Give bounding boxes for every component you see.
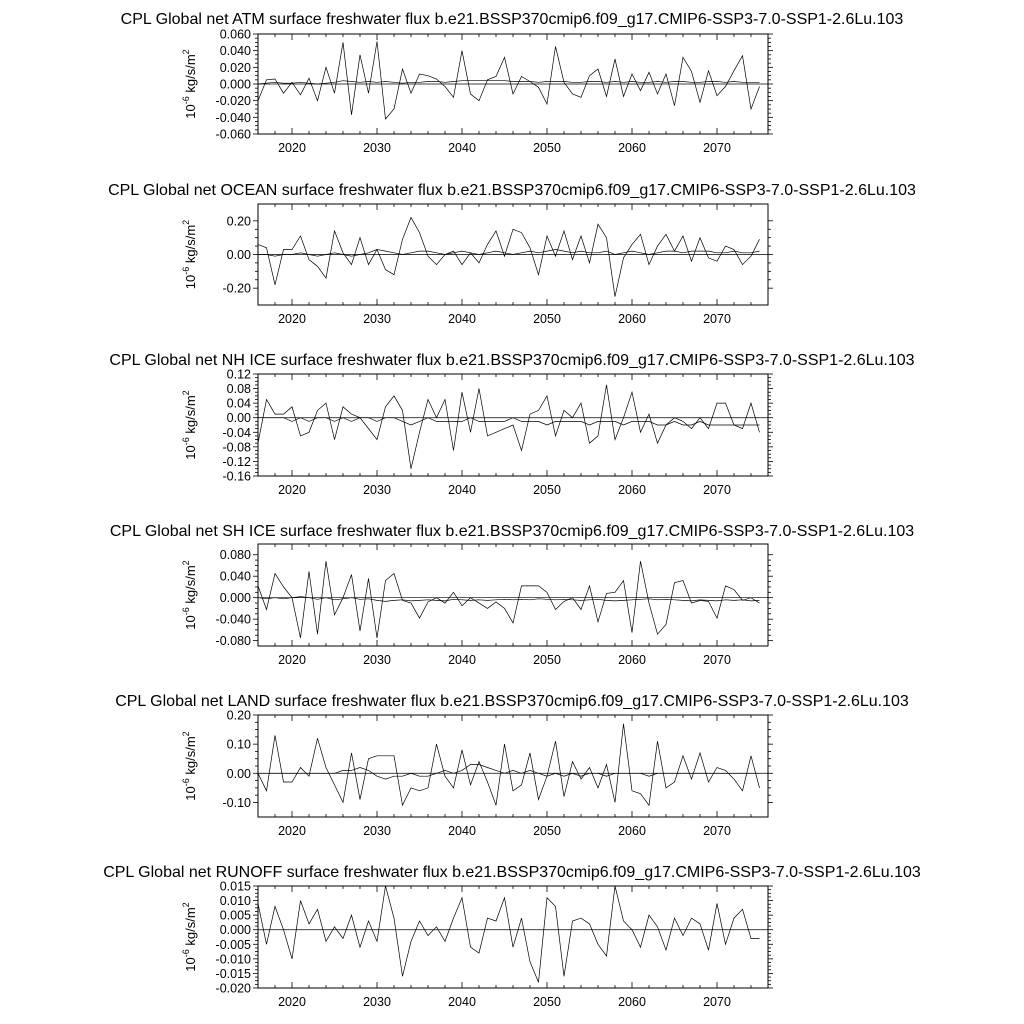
y-axis-label: [181, 731, 198, 800]
x-tick-label: 2040: [448, 824, 476, 838]
y-axis-label-exp: -6: [181, 607, 191, 616]
x-tick-label: 2070: [703, 141, 731, 155]
y-axis-label-exp: -6: [181, 949, 191, 958]
x-tick-label: 2050: [533, 483, 561, 497]
y-tick-label: -0.015: [215, 966, 251, 981]
y-axis-label: [181, 902, 198, 971]
plot-frame: [258, 715, 768, 817]
x-tick-label: 2020: [278, 995, 306, 1009]
x-tick-label: 2030: [363, 824, 391, 838]
x-tick-label: 2050: [533, 312, 561, 326]
x-tick-label: 2020: [278, 141, 306, 155]
y-tick-label: -0.040: [215, 612, 251, 627]
panel-runoff: [103, 864, 921, 1009]
y-axis-label-base: 10: [183, 445, 198, 460]
y-tick-label: 0.00: [226, 766, 251, 781]
y-axis-label: [181, 49, 198, 118]
y-axis-label-unit: kg/s/m: [183, 565, 198, 608]
series-line-smoothed: [258, 250, 760, 257]
y-tick-label: -0.020: [215, 94, 251, 109]
x-tick-label: 2020: [278, 653, 306, 667]
series-line-annual: [258, 886, 760, 982]
x-tick-label: 2040: [448, 653, 476, 667]
y-axis-label-base: 10: [183, 786, 198, 801]
y-tick-label: 0.20: [226, 708, 251, 723]
y-tick-label: -0.04: [222, 425, 251, 440]
panel-ocean: [108, 182, 916, 326]
y-axis-label-sup: 2: [181, 731, 191, 737]
y-tick-label: -0.005: [215, 937, 251, 952]
x-tick-label: 2030: [363, 141, 391, 155]
chart-title: CPL Global net OCEAN surface freshwater flux b.e21.BSSP370cmip6.f09_g17.CMIP6-SSP3-7.0-SSP1-2.6Lu.103: [108, 182, 916, 199]
chart-title: CPL Global net LAND surface freshwater flux b.e21.BSSP370cmip6.f09_g17.CMIP6-SSP3-7.0-SSP1-2.6Lu.103: [115, 693, 909, 710]
series-line-annual: [258, 385, 760, 469]
x-tick-label: 2060: [618, 483, 646, 497]
x-tick-label: 2040: [448, 141, 476, 155]
y-axis-label-sup: 2: [181, 902, 191, 908]
y-axis-label-sup: 2: [181, 219, 191, 225]
y-axis-label-unit: kg/s/m: [183, 54, 198, 97]
x-tick-label: 2060: [618, 653, 646, 667]
series-line-smoothed: [258, 418, 760, 425]
y-axis-label-exp: -6: [181, 437, 191, 446]
y-tick-label: -0.10: [222, 795, 251, 810]
x-tick-label: 2040: [448, 483, 476, 497]
y-tick-label: -0.080: [215, 634, 251, 649]
x-tick-label: 2030: [363, 995, 391, 1009]
series-line-annual: [258, 42, 760, 120]
y-tick-label: -0.040: [215, 110, 251, 125]
y-tick-label: 0.04: [226, 396, 251, 411]
panel-land: [115, 693, 909, 838]
series-line-smoothed: [258, 81, 760, 84]
series-line-annual: [258, 724, 760, 806]
x-tick-label: 2020: [278, 824, 306, 838]
y-axis-label-exp: -6: [181, 266, 191, 275]
y-axis-label-unit: kg/s/m: [183, 395, 198, 438]
x-tick-label: 2070: [703, 653, 731, 667]
y-axis-label-sup: 2: [181, 49, 191, 55]
y-axis-label-sup: 2: [181, 390, 191, 396]
x-tick-label: 2050: [533, 653, 561, 667]
y-tick-label: 0.00: [226, 411, 251, 426]
y-axis-label-exp: -6: [181, 778, 191, 787]
y-tick-label: 0.040: [219, 44, 251, 59]
x-tick-label: 2040: [448, 312, 476, 326]
x-tick-label: 2060: [618, 824, 646, 838]
chart-title: CPL Global net ATM surface freshwater flux b.e21.BSSP370cmip6.f09_g17.CMIP6-SSP3-7.0-SSP1-2.6Lu.103: [120, 11, 904, 28]
y-tick-label: 0.12: [226, 367, 251, 382]
y-tick-label: 0.015: [219, 879, 251, 894]
x-tick-label: 2020: [278, 312, 306, 326]
y-tick-label: 0.020: [219, 60, 251, 75]
x-tick-label: 2020: [278, 483, 306, 497]
chart-title: CPL Global net NH ICE surface freshwater flux b.e21.BSSP370cmip6.f09_g17.CMIP6-SSP3-7.0-SSP1-2.6Lu.103: [109, 352, 915, 369]
y-tick-label: 0.000: [219, 923, 251, 938]
x-tick-label: 2050: [533, 995, 561, 1009]
y-tick-label: -0.010: [215, 952, 251, 967]
y-tick-label: 0.10: [226, 737, 251, 752]
series-line-annual: [258, 218, 760, 297]
y-tick-label: -0.060: [215, 127, 251, 142]
y-axis-label-unit: kg/s/m: [183, 224, 198, 267]
y-tick-label: -0.20: [222, 281, 251, 296]
x-tick-label: 2030: [363, 312, 391, 326]
y-axis-label: [181, 560, 198, 629]
panel-sh-ice: [110, 523, 914, 667]
x-tick-label: 2070: [703, 824, 731, 838]
y-axis-label: [181, 390, 198, 459]
y-tick-label: 0.080: [219, 548, 251, 563]
x-tick-label: 2040: [448, 995, 476, 1009]
y-tick-label: -0.16: [222, 469, 251, 484]
y-axis-label-base: 10: [183, 957, 198, 972]
y-tick-label: -0.020: [215, 981, 251, 996]
x-tick-label: 2060: [618, 141, 646, 155]
y-axis-label-sup: 2: [181, 560, 191, 566]
panel-atm: [121, 11, 904, 155]
y-tick-label: -0.08: [222, 440, 251, 455]
x-tick-label: 2050: [533, 141, 561, 155]
y-tick-label: 0.00: [226, 248, 251, 262]
y-tick-label: 0.000: [219, 77, 251, 92]
plot-frame: [258, 544, 768, 646]
x-tick-label: 2030: [363, 483, 391, 497]
x-tick-label: 2070: [703, 312, 731, 326]
chart-title: CPL Global net SH ICE surface freshwater flux b.e21.BSSP370cmip6.f09_g17.CMIP6-SSP3-7.0-SSP1-2.6Lu.103: [109, 523, 915, 540]
y-tick-label: -0.12: [222, 454, 251, 469]
y-axis-label-unit: kg/s/m: [183, 736, 198, 779]
y-axis-label-base: 10: [183, 615, 198, 630]
x-tick-label: 2060: [618, 312, 646, 326]
x-tick-label: 2070: [703, 995, 731, 1009]
y-axis-label-base: 10: [183, 274, 198, 290]
y-axis-label-unit: kg/s/m: [183, 907, 198, 950]
y-axis-label-base: 10: [183, 104, 198, 119]
series-line-smoothed: [258, 597, 760, 602]
chart-title: CPL Global net RUNOFF surface freshwater flux b.e21.BSSP370cmip6.f09_g17.CMIP6-SSP3-7.0-SSP1-2.6Lu.103: [103, 864, 921, 881]
x-tick-label: 2030: [363, 653, 391, 667]
plot-frame: [258, 886, 768, 988]
y-tick-label: 0.005: [219, 908, 251, 923]
x-tick-label: 2070: [703, 483, 731, 497]
y-tick-label: 0.08: [226, 382, 251, 397]
y-tick-label: 0.20: [226, 214, 251, 229]
y-axis-label: [181, 220, 198, 289]
x-tick-label: 2050: [533, 824, 561, 838]
y-axis-label-exp: -6: [181, 96, 191, 105]
x-tick-label: 2060: [618, 995, 646, 1009]
y-tick-label: 0.060: [219, 27, 251, 42]
y-tick-label: 0.040: [219, 569, 251, 584]
panel-nh-ice: [109, 352, 914, 497]
y-tick-label: 0.010: [219, 894, 251, 909]
y-tick-label: 0.000: [219, 591, 251, 606]
